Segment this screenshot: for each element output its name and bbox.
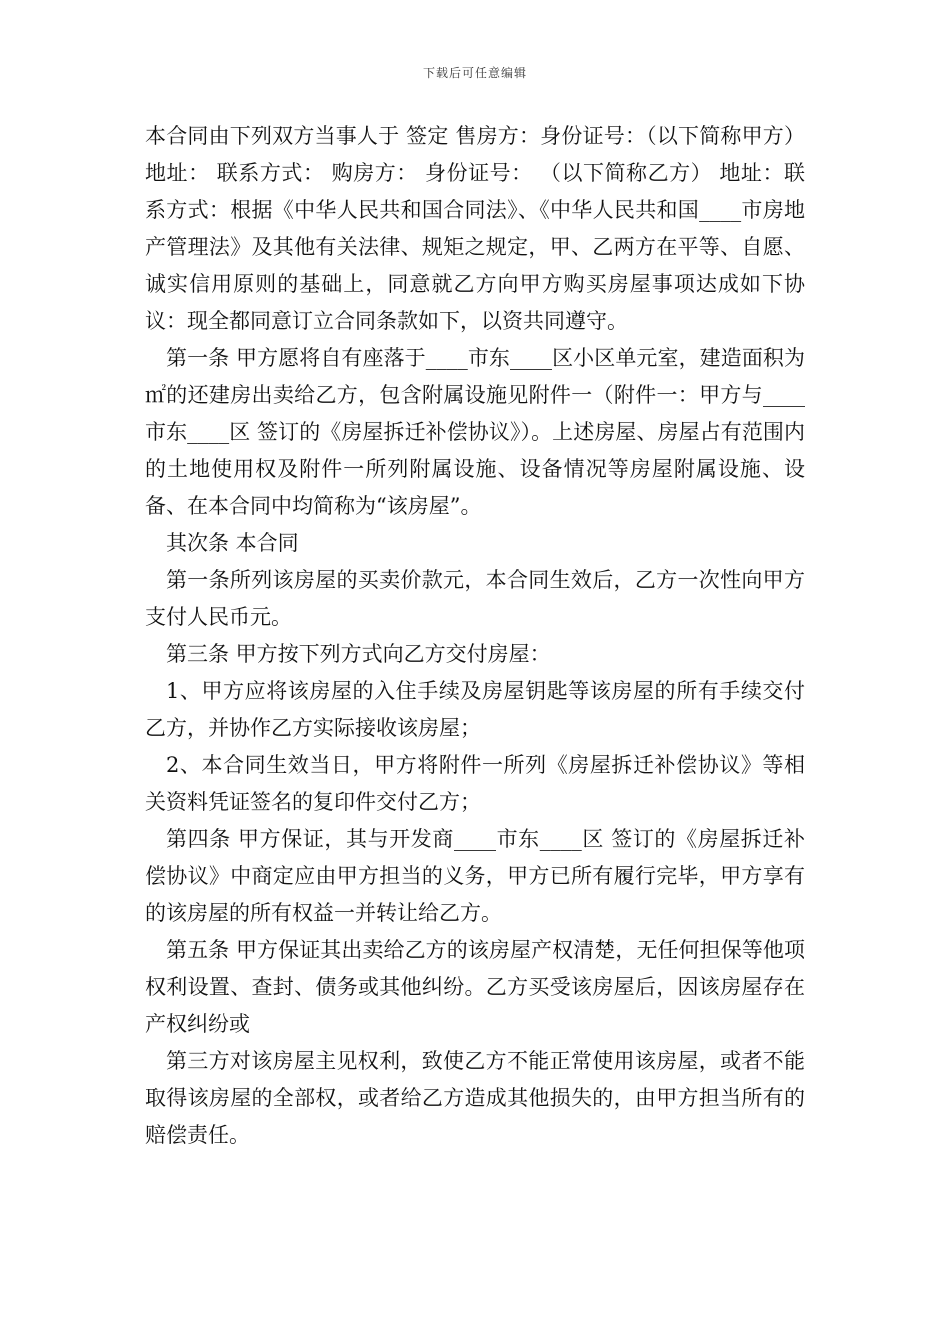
paragraph-article-1: 第一条 甲方愿将自有座落于____市东____区小区单元室，建造面积为 ㎡的还建房出卖给乙方，包含附属设施见附件一（附件一：甲方与____市东____区 签订的《房屋拆迁补偿协议》）。上述房屋、房屋占有范围内的土地使用权及附件一所列附属设施、设备情况等房屋附属设施、设备、在本合同中均简称为“该房屋”。 [145,346,805,518]
paragraph-item-2: 2、本合同生效当日，甲方将附件一所列《房屋拆迁补偿协议》等相关资料凭证签名的复印件交付乙方； [145,753,805,814]
paragraph-article-5: 第五条 甲方保证其出卖给乙方的该房屋产权清楚，无任何担保等他项权利设置、查封、债务或其他纠纷。乙方买受该房屋后，因该房屋存在产权纠纷或 [145,938,805,1036]
paragraph-article-4: 第四条 甲方保证，其与开发商____市东____区 签订的《房屋拆迁补偿协议》中商定应由甲方担当的义务，甲方已所有履行完毕，甲方享有的该房屋的所有权益一并转让给乙方。 [145,827,805,925]
paragraph-article-2: 其次条 本合同 [166,531,299,555]
paragraph-preamble: 本合同由下列双方当事人于 签定 售房方：身份证号：（以下简称甲方） 地址： 联系方式： 购房方： 身份证号： （以下简称乙方） 地址：联系方式：根据《中华人民共和国合同法》、《中华人民共和国____市房地产管理法》及其他有关法律、规矩之规定，甲、乙两方在平等、自愿、诚实信用原则的基础上，同意就乙方向甲方购买房屋事项达成如下协议：现全都同意订立合同条款如下，以资共同遵守。 [145,124,805,333]
contract-body [145,118,805,1154]
paragraph-price: 第一条所列该房屋的买卖价款元，本合同生效后，乙方一次性向甲方支付人民币元。 [145,568,805,629]
page-header: 下载后可任意编辑 [422,66,527,80]
paragraph-third-party: 第三方对该房屋主见权利，致使乙方不能正常使用该房屋，或者不能取得该房屋的全部权，或者给乙方造成其他损失的，由甲方担当所有的赔偿责任。 [145,1049,805,1147]
paragraph-article-3: 第三条 甲方按下列方式向乙方交付房屋： [166,642,551,666]
paragraph-item-1: 1、甲方应将该房屋的入住手续及房屋钥匙等该房屋的所有手续交付乙方，并协作乙方实际接收该房屋； [145,679,805,740]
